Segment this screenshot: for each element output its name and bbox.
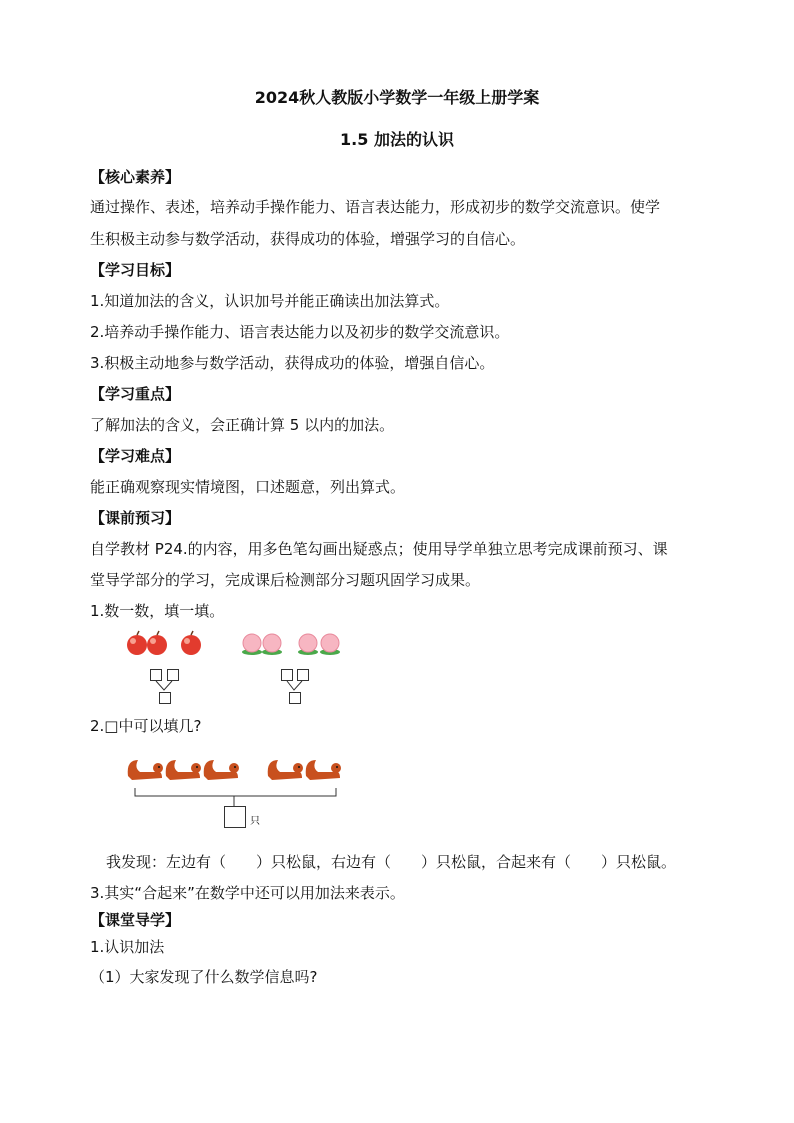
- goal-item-3: 3.积极主动地参与数学活动，获得成功的体验，增强自信心。: [90, 354, 495, 372]
- squirrel-icon: [268, 760, 303, 780]
- apple-total-box[interactable]: [159, 692, 171, 704]
- peach-icon: [242, 634, 262, 655]
- goal-item-2: 2.培养动手操作能力、语言表达能力以及初步的数学交流意识。: [90, 323, 510, 341]
- preview-line-1: 自学教材 P24.的内容，用多色笔勾画出疑惑点；使用导学单独立思考完成课前预习、课: [90, 540, 668, 558]
- squirrel-icon: [306, 760, 341, 780]
- squirrels-illustration: [126, 756, 346, 786]
- squirrel-unit-label: 只: [250, 816, 260, 827]
- difficulty-text: 能正确观察现实情境图，口述题意，列出算式。: [90, 478, 406, 496]
- core-line-2: 生积极主动参与数学活动，获得成功的体验，增强学习的自信心。: [90, 230, 526, 248]
- squirrel-icon: [204, 760, 239, 780]
- question-3: 3.其实“合起来”在数学中还可以用加法来表示。: [90, 884, 405, 902]
- squirrel-bracket: [134, 786, 339, 808]
- core-line-1: 通过操作、表述，培养动手操作能力、语言表达能力，形成初步的数学交流意识。使学: [90, 198, 661, 216]
- apple-icon: [181, 631, 201, 655]
- peach-split-connector: [281, 680, 311, 692]
- discovery-sentence: 我发现：左边有（ ）只松鼠，右边有（ ）只松鼠，合起来有（ ）只松鼠。: [106, 853, 677, 871]
- squirrel-icon: [166, 760, 201, 780]
- question-2: 2.□中可以填几?: [90, 717, 202, 735]
- doc-title: 2024秋人教版小学数学一年级上册学案: [254, 88, 540, 107]
- heading-core: 【核心素养】: [90, 168, 181, 186]
- heading-key: 【学习重点】: [90, 385, 181, 403]
- squirrel-total-box[interactable]: [224, 806, 246, 828]
- apple-icon: [147, 631, 167, 655]
- heading-goals: 【学习目标】: [90, 261, 181, 279]
- peach-total-box[interactable]: [289, 692, 301, 704]
- peach-icon: [298, 634, 318, 655]
- squirrel-icon: [128, 760, 163, 780]
- apple-split-connector: [150, 680, 180, 692]
- heading-difficulty: 【学习难点】: [90, 447, 181, 465]
- question-1: 1.数一数，填一填。: [90, 602, 225, 620]
- apples-illustration: [125, 630, 215, 658]
- heading-class: 【课堂导学】: [90, 911, 181, 929]
- doc-subtitle: 1.5 加法的认识: [340, 130, 454, 149]
- heading-preview: 【课前预习】: [90, 509, 181, 527]
- key-text: 了解加法的含义，会正确计算 5 以内的加法。: [90, 416, 395, 434]
- goal-item-1: 1.知道加法的含义，认识加号并能正确读出加法算式。: [90, 292, 450, 310]
- peaches-illustration: [240, 630, 350, 658]
- class-item-1: 1.认识加法: [90, 938, 165, 956]
- apple-icon: [127, 631, 147, 655]
- peach-icon: [262, 634, 282, 655]
- peach-icon: [320, 634, 340, 655]
- class-sub-1: （1）大家发现了什么数学信息吗?: [90, 968, 318, 986]
- preview-line-2: 堂导学部分的学习，完成课后检测部分习题巩固学习成果。: [90, 571, 481, 589]
